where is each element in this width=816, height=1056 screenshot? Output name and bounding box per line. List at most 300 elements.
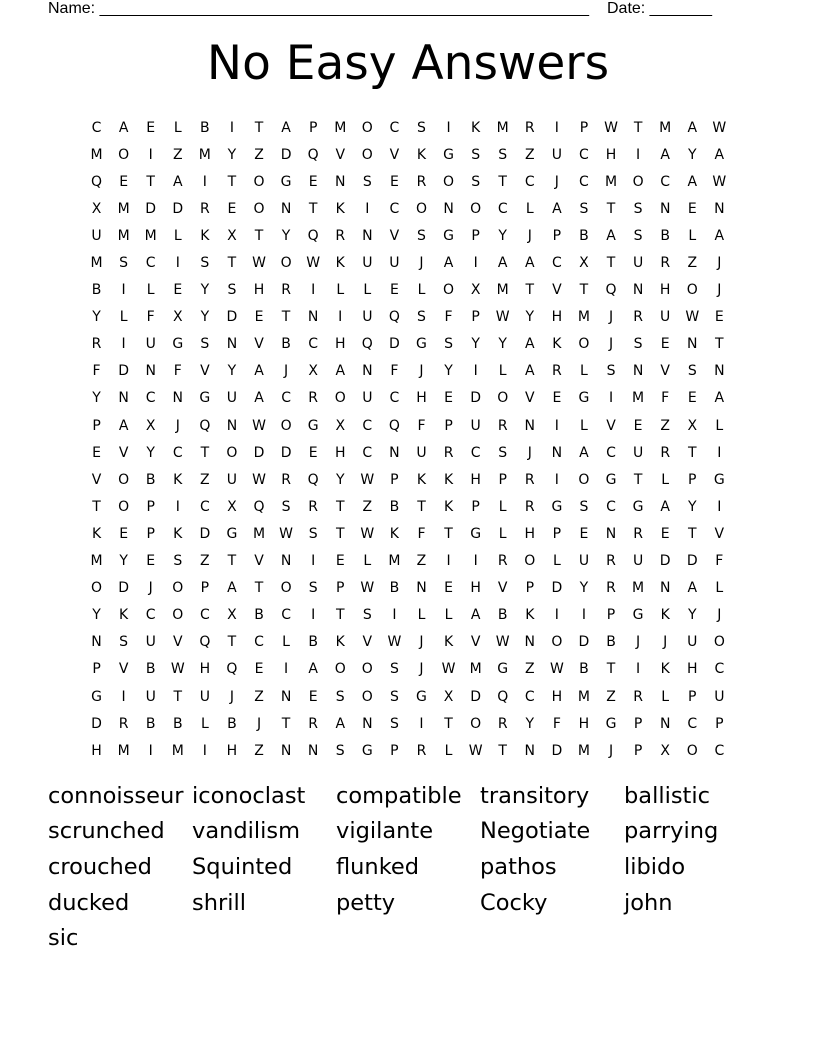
grid-letter: X (172, 309, 183, 326)
grid-letter: D (551, 742, 563, 759)
word-bank-item: crouched (48, 853, 152, 880)
grid-letter: C (470, 444, 481, 461)
grid-letter: S (471, 146, 481, 163)
grid-letter: C (714, 742, 725, 759)
grid-letter: C (660, 173, 671, 190)
grid-letter: U (578, 553, 590, 570)
grid-letter: V (470, 634, 481, 651)
grid-letter: G (578, 390, 590, 407)
grid-letter: J (717, 282, 722, 299)
grid-letter: S (173, 553, 183, 570)
grid-letter: G (497, 661, 509, 678)
grid-letter: I (175, 498, 180, 515)
grid-letter: E (660, 336, 670, 353)
grid-letter: I (284, 661, 289, 678)
grid-letter: S (308, 525, 318, 542)
grid-letter: B (389, 580, 400, 597)
word-bank-item: connoisseur (48, 782, 184, 809)
grid-letter: A (579, 444, 589, 461)
grid-letter: A (660, 498, 670, 515)
grid-letter: G (551, 498, 563, 515)
grid-letter: T (227, 255, 237, 272)
grid-letter: Z (524, 146, 535, 163)
word-bank-item: petty (336, 889, 396, 916)
grid-letter: J (717, 255, 722, 272)
grid-letter: F (444, 309, 453, 326)
grid-letter: N (172, 390, 184, 407)
grid-letter: M (604, 173, 618, 190)
grid-letter: N (632, 363, 644, 380)
grid-letter: C (308, 336, 319, 353)
grid-letter: T (606, 661, 616, 678)
grid-letter: G (443, 146, 454, 163)
grid-letter: V (552, 282, 562, 299)
grid-letter: L (444, 607, 453, 624)
grid-letter: R (524, 471, 535, 488)
grid-letter: U (145, 688, 156, 705)
grid-letter: V (254, 336, 264, 353)
grid-letter: K (91, 525, 102, 542)
grid-letter: L (282, 634, 290, 651)
grid-letter: M (632, 580, 645, 597)
grid-letter: V (172, 634, 183, 651)
grid-letter: R (416, 173, 427, 190)
grid-letter: T (335, 607, 345, 624)
grid-letter: Z (524, 661, 535, 678)
grid-letter: S (471, 173, 481, 190)
grid-letter: Z (362, 498, 373, 515)
grid-letter: E (633, 417, 643, 434)
grid-letter: U (470, 417, 481, 434)
grid-letter: D (686, 553, 698, 570)
grid-letter: Q (497, 688, 509, 705)
grid-letter: K (416, 471, 427, 488)
grid-letter: K (660, 661, 670, 678)
grid-letter: I (202, 173, 207, 190)
grid-letter: O (334, 661, 346, 678)
grid-letter: H (416, 390, 427, 407)
grid-letter: N (524, 634, 536, 651)
grid-letter: Y (92, 607, 101, 624)
grid-letter: H (551, 688, 563, 705)
grid-letter: P (471, 227, 480, 244)
grid-letter: A (552, 200, 562, 217)
grid-letter: C (145, 390, 156, 407)
grid-letter: S (119, 634, 129, 651)
grid-letter: G (361, 742, 373, 759)
grid-letter: S (579, 200, 589, 217)
grid-letter: W (712, 119, 727, 136)
grid-letter: O (443, 173, 455, 190)
grid-letter: A (687, 119, 698, 136)
grid-letter: L (715, 417, 724, 434)
grid-letter: U (362, 309, 373, 326)
grid-letter: B (497, 607, 508, 624)
grid-letter: M (496, 119, 509, 136)
grid-letter: P (688, 471, 697, 488)
grid-letter: M (577, 309, 590, 326)
word-bank-item: iconoclast (192, 782, 306, 809)
grid-letter: A (525, 255, 535, 272)
grid-letter: J (148, 580, 153, 597)
grid-letter: V (118, 661, 129, 678)
grid-letter: W (360, 525, 375, 542)
word-bank-item: transitory (480, 782, 590, 809)
grid-letter: U (660, 309, 671, 326)
grid-letter: I (717, 444, 722, 461)
grid-letter: Y (498, 227, 507, 244)
grid-row (83, 548, 733, 575)
grid-row (83, 629, 733, 656)
grid-letter: R (308, 390, 319, 407)
grid-letter: D (578, 634, 590, 651)
grid-letter: H (659, 282, 671, 299)
grid-letter: N (659, 580, 671, 597)
grid-letter: C (281, 390, 291, 407)
date-field-label: Date: _______ (606, 0, 712, 17)
grid-letter: U (551, 146, 562, 163)
grid-letter: C (524, 173, 535, 190)
grid-letter: G (470, 525, 482, 542)
grid-letter: A (443, 255, 454, 272)
grid-letter: P (336, 580, 345, 597)
grid-letter: K (443, 471, 454, 488)
grid-letter: Y (444, 363, 453, 380)
grid-letter: D (389, 336, 400, 353)
grid-letter: U (389, 255, 400, 272)
grid-letter: A (687, 173, 698, 190)
grid-letter: O (280, 417, 292, 434)
grid-letter: T (633, 471, 643, 488)
grid-row (83, 304, 733, 331)
grid-letter: O (686, 282, 698, 299)
grid-letter: K (200, 227, 210, 244)
grid-row (83, 493, 733, 520)
grid-letter: O (280, 580, 292, 597)
grid-letter: V (389, 227, 400, 244)
grid-letter: O (443, 282, 455, 299)
grid-letter: J (419, 661, 424, 678)
grid-letter: S (227, 282, 237, 299)
grid-letter: T (227, 634, 237, 651)
grid-letter: S (200, 336, 210, 353)
grid-letter: V (714, 525, 725, 542)
grid-letter: O (361, 146, 373, 163)
grid-letter: O (524, 553, 536, 570)
grid-letter: R (497, 417, 508, 434)
grid-letter: M (117, 200, 130, 217)
grid-letter: H (226, 742, 238, 759)
grid-letter: O (91, 580, 103, 597)
grid-letter: L (173, 227, 182, 244)
grid-letter: M (90, 255, 103, 272)
grid-letter: L (580, 417, 588, 434)
grid-letter: U (416, 444, 427, 461)
grid-letter: I (554, 417, 559, 434)
grid-letter: K (335, 255, 345, 272)
grid-letter: R (281, 471, 291, 488)
grid-letter: I (121, 688, 126, 705)
grid-letter: F (417, 525, 426, 542)
grid-letter: I (446, 119, 451, 136)
grid-letter: P (715, 715, 724, 732)
grid-letter: O (172, 607, 184, 624)
grid-letter: R (660, 444, 671, 461)
grid-letter: E (308, 444, 318, 461)
grid-letter: C (524, 688, 535, 705)
word-bank (48, 778, 768, 956)
word-bank-item: parrying (624, 818, 719, 845)
grid-letter: I (473, 255, 478, 272)
grid-letter: Y (687, 146, 697, 163)
grid-letter: E (552, 390, 562, 407)
grid-letter: G (605, 471, 617, 488)
grid-letter: V (200, 363, 210, 380)
grid-letter: T (335, 498, 345, 515)
grid-letter: O (470, 200, 482, 217)
grid-letter: H (470, 471, 481, 488)
grid-letter: E (254, 661, 264, 678)
grid-letter: K (660, 607, 670, 624)
grid-letter: D (118, 580, 129, 597)
grid-letter: O (172, 580, 184, 597)
word-bank-item: Squinted (192, 853, 293, 880)
grid-letter: E (146, 119, 156, 136)
grid-letter: M (496, 282, 509, 299)
grid-letter: Y (525, 715, 535, 732)
grid-letter: L (363, 553, 372, 570)
grid-letter: T (227, 553, 237, 570)
word-bank-item: ducked (48, 889, 130, 916)
grid-letter: H (686, 661, 698, 678)
word-bank-item: pathos (480, 853, 557, 880)
grid-letter: T (579, 282, 589, 299)
grid-letter: S (498, 146, 508, 163)
grid-letter: N (687, 336, 698, 353)
grid-letter: B (145, 471, 156, 488)
grid-letter: T (200, 444, 210, 461)
grid-letter: K (173, 525, 183, 542)
grid-letter: S (362, 173, 372, 190)
grid-letter: S (389, 661, 399, 678)
grid-row (83, 737, 733, 764)
grid-letter: Z (200, 553, 210, 570)
grid-letter: M (577, 742, 590, 759)
grid-letter: Y (281, 227, 291, 244)
grid-letter: Q (199, 417, 211, 434)
grid-letter: A (118, 119, 129, 136)
grid-letter: G (172, 336, 184, 353)
grid-letter: Y (92, 390, 101, 407)
grid-letter: J (717, 607, 722, 624)
grid-letter: P (498, 471, 507, 488)
grid-letter: E (119, 173, 129, 190)
word-bank-item: sic (48, 925, 79, 952)
grid-letter: X (660, 742, 670, 759)
grid-letter: T (498, 173, 507, 190)
grid-letter: N (118, 390, 129, 407)
grid-letter: I (473, 363, 478, 380)
grid-letter: N (714, 200, 725, 217)
grid-letter: W (495, 634, 510, 651)
grid-letter: W (604, 119, 618, 136)
grid-letter: W (495, 309, 510, 326)
grid-letter: S (389, 688, 399, 705)
grid-letter: C (606, 498, 616, 515)
grid-letter: D (470, 688, 482, 705)
grid-letter: M (659, 119, 672, 136)
grid-letter: S (335, 742, 345, 759)
grid-letter: R (416, 742, 427, 759)
grid-letter: P (92, 417, 101, 434)
grid-letter: A (172, 173, 183, 190)
grid-letter: Y (525, 309, 535, 326)
grid-letter: O (118, 146, 130, 163)
grid-letter: I (148, 742, 153, 759)
grid-letter: K (173, 471, 183, 488)
grid-letter: O (686, 742, 698, 759)
grid-letter: W (170, 661, 185, 678)
grid-letter: U (362, 390, 373, 407)
grid-letter: M (577, 688, 590, 705)
grid-letter: C (145, 255, 156, 272)
grid-letter: Y (335, 471, 345, 488)
grid-letter: F (146, 309, 155, 326)
grid-letter: W (360, 471, 375, 488)
grid-letter: M (252, 525, 266, 542)
grid-letter: N (659, 200, 671, 217)
grid-letter: Z (254, 742, 264, 759)
grid-letter: S (417, 119, 426, 136)
grid-letter: O (578, 336, 590, 353)
grid-letter: E (308, 688, 318, 705)
grid-letter: D (470, 390, 482, 407)
grid-letter: K (443, 634, 454, 651)
word-bank-item: ballistic (624, 782, 710, 809)
grid-letter: T (444, 525, 453, 542)
grid-letter: O (361, 688, 373, 705)
grid-letter: W (441, 661, 456, 678)
grid-letter: K (389, 525, 399, 542)
grid-letter: N (632, 282, 644, 299)
grid-letter: A (308, 661, 318, 678)
grid-letter: Z (172, 146, 183, 163)
grid-letter: V (525, 390, 535, 407)
grid-letter: N (416, 580, 427, 597)
grid-letter: E (92, 444, 101, 461)
grid-letter: T (146, 173, 155, 190)
grid-letter: C (145, 607, 156, 624)
grid-letter: I (311, 282, 316, 299)
grid-letter: Z (416, 553, 427, 570)
grid-row (83, 331, 733, 358)
grid-letter: J (608, 336, 614, 353)
grid-letter: P (633, 742, 643, 759)
grid-letter: D (551, 580, 563, 597)
grid-letter: P (579, 119, 589, 136)
grid-letter: C (687, 715, 698, 732)
grid-letter: I (338, 309, 343, 326)
grid-letter: K (443, 498, 454, 515)
grid-letter: G (226, 525, 238, 542)
grid-letter: Y (227, 146, 237, 163)
grid-letter: Q (605, 282, 617, 299)
grid-row (83, 277, 733, 304)
grid-letter: T (444, 715, 453, 732)
grid-letter: T (92, 498, 101, 515)
grid-letter: W (252, 255, 266, 272)
grid-row (83, 575, 733, 602)
grid-letter: P (444, 417, 453, 434)
grid-letter: B (145, 661, 156, 678)
grid-letter: O (632, 173, 644, 190)
grid-letter: A (714, 146, 725, 163)
grid-letter: W (279, 525, 293, 542)
grid-letter: I (608, 390, 614, 407)
grid-letter: Y (200, 282, 210, 299)
grid-letter: S (444, 336, 453, 353)
grid-letter: P (633, 715, 643, 732)
grid-letter: T (687, 444, 697, 461)
grid-letter: I (473, 553, 478, 570)
word-bank-item: Negotiate (480, 818, 591, 845)
grid-letter: O (578, 471, 590, 488)
grid-letter: E (660, 525, 670, 542)
grid-letter: R (633, 525, 643, 542)
grid-letter: S (200, 255, 210, 272)
grid-letter: X (443, 688, 454, 705)
grid-letter: A (497, 255, 508, 272)
header-line (48, 0, 712, 18)
grid-row (83, 683, 733, 710)
grid-letter: P (390, 742, 399, 759)
grid-letter: C (389, 200, 400, 217)
grid-letter: V (254, 553, 264, 570)
grid-letter: Q (307, 227, 319, 244)
grid-letter: O (713, 634, 725, 651)
grid-letter: W (252, 417, 266, 434)
grid-letter: P (146, 525, 155, 542)
grid-letter: L (146, 282, 155, 299)
grid-letter: N (91, 634, 102, 651)
grid-letter: G (199, 390, 211, 407)
grid-letter: N (389, 444, 400, 461)
grid-letter: T (281, 309, 291, 326)
grid-letter: I (554, 607, 559, 624)
grid-letter: W (685, 309, 700, 326)
grid-letter: H (253, 282, 265, 299)
grid-letter: O (226, 444, 238, 461)
grid-letter: R (552, 363, 562, 380)
grid-letter: O (361, 661, 373, 678)
grid-letter: T (498, 742, 507, 759)
grid-letter: U (145, 336, 156, 353)
grid-letter: S (119, 255, 129, 272)
grid-letter: M (117, 227, 130, 244)
grid-letter: J (419, 634, 424, 651)
grid-row (83, 114, 733, 141)
grid-letter: N (443, 200, 454, 217)
grid-letter: N (226, 417, 238, 434)
grid-letter: O (470, 715, 482, 732)
grid-letter: J (229, 688, 234, 705)
grid-row (83, 222, 733, 249)
grid-letter: S (498, 444, 508, 461)
grid-letter: O (497, 390, 509, 407)
grid-letter: C (551, 255, 562, 272)
grid-letter: L (580, 363, 588, 380)
grid-letter: E (173, 282, 183, 299)
